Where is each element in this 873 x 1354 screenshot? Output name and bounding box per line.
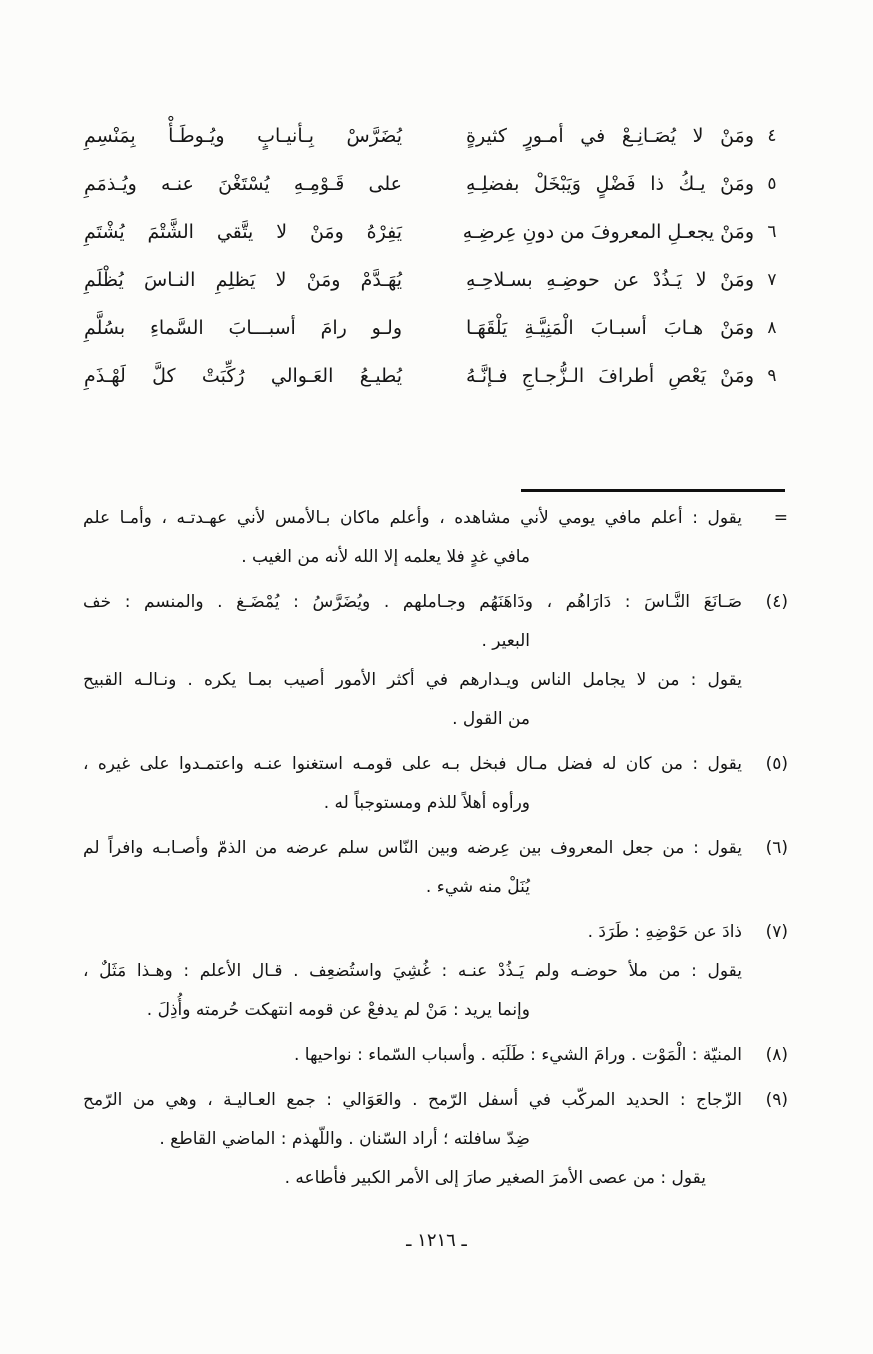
footnote-lines	[83, 1081, 742, 1198]
verse-second-hemistich: يَفِرْهُ ومَنْ لا يتَّقي الشَّتْمَ يُشْتَمِ	[84, 220, 402, 243]
verse-number: ٧	[767, 270, 777, 290]
verse-second-hemistich: يُطيـعُ العَـوالي رُكِّبَتْ كلَّ لَهْـذَمِ	[84, 364, 402, 387]
verse-second-hemistich: على قَـوْمِـهِ يُسْتَغْنَ عنـه ويُـذمَمِ	[84, 172, 402, 195]
page-number: ـ ١٢١٦ ـ	[406, 1230, 467, 1251]
footnote-line: يُنَلْ منه شيء .	[425, 877, 530, 897]
footnote-line: ورأوه أهلاً للذم ومستوجباً له .	[323, 793, 530, 813]
verse-number: ٦	[767, 222, 777, 242]
footnote-line: ذادَ عن حَوْضِهِ : طَرَدَ .	[587, 922, 742, 942]
footnote-marker: =	[773, 508, 788, 528]
footnote-line: الزّجاج : الحديد المركّب في أسفل الرّمح . والعَوَالي : جمع العـاليـة ، وهي من الرّمح	[83, 1090, 742, 1110]
verse-row	[80, 256, 790, 304]
footnote-line: المنيّة : الْمَوْت . ورامَ الشيء : طَلَبَه . وأسباب السّماء : نواحيها .	[293, 1045, 742, 1065]
footnote-line: ضِدّ سافلته ؛ أراد السّنان . واللّهذم : الماضي القاطع .	[159, 1129, 530, 1149]
verse-row	[80, 112, 790, 160]
verses-section	[80, 112, 790, 400]
verse-row	[80, 304, 790, 352]
verse-first-hemistich: ومَنْ يَعْصِ أطرافَ الـزُّجـاجِ فـإنَّـهُ	[466, 364, 754, 387]
verse-second-hemistich: ولـو رامَ أسبـــابَ السَّماءِ بسُلَّمِ	[84, 316, 402, 339]
footnote-line: مافي غدٍ فلا يعلمه إلا الله لأنه من الغيب .	[241, 547, 530, 567]
footnote-7	[83, 913, 790, 1030]
footnote-line: وإنما يريد : مَنْ لم يدفعْ عن قومه انتهكت حُرمته وأُذِلَ .	[146, 1000, 530, 1020]
verse-number: ٨	[767, 318, 777, 338]
footnote-marker: (٩)	[765, 1090, 788, 1110]
verse-first-hemistich: ومَنْ لا يُصَـانِـعْ في أمـورٍ كثيرةٍ	[466, 124, 754, 147]
footnote-line: يقول : من لا يجامل الناس ويـدارهم في أكثر الأمور أصيب بمـا يكره . ونـالـه القبيح	[83, 670, 742, 690]
footnote-lines	[83, 1036, 742, 1075]
footnote-marker: (٨)	[765, 1045, 788, 1065]
footnote-lines	[83, 913, 742, 1030]
verse-row	[80, 208, 790, 256]
footnote-separator	[521, 489, 785, 492]
verse-first-hemistich: ومَنْ لا يَـذُدْ عن حوضِـهِ بسـلاحِـهِ	[466, 268, 754, 291]
footnote-line: البعير .	[481, 631, 530, 651]
verse-number: ٤	[767, 126, 777, 146]
footnote-line: يقول : من ملأ حوضـه ولم يَـذُدْ عنـه : غُشِيَ واستُضعِف . قـال الأعلم : وهـذا مَثَلٌ ،	[83, 961, 742, 981]
footnote-lines	[83, 583, 742, 739]
verse-number: ٥	[767, 174, 777, 194]
footnote-line: يقول : أعلم مافي يومي لأني مشاهده ، وأعلم ماكان بـالأمس لأني عهـدتـه ، وأمـا علم	[83, 508, 742, 528]
footnote-9	[83, 1081, 790, 1198]
footnote-line: من القول .	[452, 709, 530, 729]
footnote-continuation	[83, 499, 790, 577]
footnote-marker: (٧)	[765, 922, 788, 942]
verse-first-hemistich: ومَنْ يجعـلِ المعروفَ من دونِ عِرضِـهِ	[462, 220, 754, 243]
verse-number: ٩	[767, 366, 777, 386]
verse-row	[80, 352, 790, 400]
verse-second-hemistich: يُهَـدَّمْ ومَنْ لا يَظلِمِ النـاسَ يُظْلَمِ	[84, 268, 402, 291]
footnote-8	[83, 1036, 790, 1075]
verse-second-hemistich: يُضَرَّسْ بِـأنيـابٍ ويُـوطَـأْ بِمَنْسِمِ	[84, 124, 402, 147]
footnote-marker: (٥)	[765, 754, 788, 774]
verse-first-hemistich: ومَنْ هـابَ أسبـابَ الْمَنِيَّـةِ يَلْقَهَـا	[466, 316, 754, 339]
footnote-6	[83, 829, 790, 907]
footnote-4	[83, 583, 790, 739]
footnote-marker: (٤)	[765, 592, 788, 612]
verse-row	[80, 160, 790, 208]
footnote-5	[83, 745, 790, 823]
footnotes-section	[83, 499, 790, 1204]
footnote-lines	[83, 745, 742, 823]
footnote-lines	[83, 499, 742, 577]
verse-first-hemistich: ومَنْ يـكُ ذا فَضْلٍ وَيَبْخَلْ بفضلِـهِ	[466, 172, 754, 195]
footnote-line: يقول : من عصى الأمرَ الصغير صارَ إلى الأمر الكبير فأطاعه .	[284, 1168, 706, 1188]
footnote-line: يقول : من كان له فضل مـال فبخل بـه على قومـه استغنوا عنـه واعتمـدوا على غيره ،	[83, 754, 742, 774]
footnote-line: يقول : من جعل المعروف بين عِرضه وبين النّاس سلم عرضه من الذمّ وأصـابـه وافراً لم	[83, 838, 742, 858]
footnote-lines	[83, 829, 742, 907]
footnote-line: صَـانَعَ النَّـاسَ : دَارَاهُم ، ودَاهَنَهُم وجـاملهم . ويُضَرَّسُ : يُمْضَـغ . والمنسم : خف	[83, 592, 742, 612]
footnote-marker: (٦)	[765, 838, 788, 858]
